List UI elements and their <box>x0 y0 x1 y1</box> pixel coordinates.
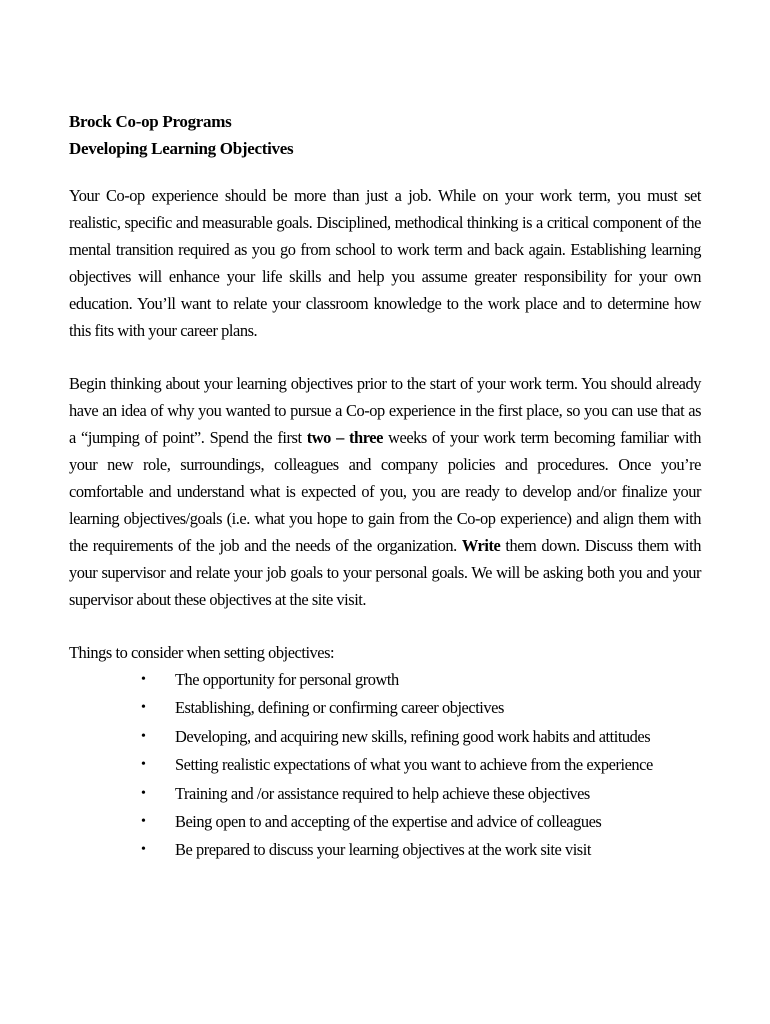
paragraph-planning-part2: weeks of your work term becoming familiar with your new role, surroundings, colleagues and company policies and procedures. Once you’re comfortable and understand what is expected of you, you are ready to develop and/or finalize your learning objectives/goals (i.e. what you hope to gain from the Co-op experience) and align them with the requirements of the job and the needs of the organization. <box>69 428 701 555</box>
list-item <box>69 666 701 694</box>
bullet-icon: • <box>141 814 146 830</box>
spacer <box>69 613 701 639</box>
list-item <box>69 723 701 751</box>
list-item-text: Establishing, defining or confirming career objectives <box>175 698 504 718</box>
list-item-text: Setting realistic expectations of what you want to achieve from the experience <box>175 755 653 775</box>
objectives-list <box>69 666 701 865</box>
spacer <box>69 344 701 370</box>
list-item <box>69 751 701 779</box>
list-item <box>69 836 701 864</box>
list-item <box>69 780 701 808</box>
list-item-text: The opportunity for personal growth <box>175 670 399 689</box>
document-body <box>69 108 701 865</box>
paragraph-planning-bold-write: Write <box>461 536 501 555</box>
list-item <box>69 694 701 722</box>
document-title-line1: Brock Co-op Programs <box>69 112 232 131</box>
list-item-text: Be prepared to discuss your learning objectives at the work site visit <box>175 840 591 860</box>
document-title-line2: Developing Learning Objectives <box>69 139 294 158</box>
list-item-text: Being open to and accepting of the expertise and advice of colleagues <box>175 812 602 832</box>
bullet-icon: • <box>141 785 146 801</box>
bullet-icon: • <box>141 757 146 773</box>
bullet-icon: • <box>141 728 146 744</box>
list-item <box>69 808 701 836</box>
bullet-icon: • <box>141 842 146 858</box>
paragraph-planning-part3: them down. Discuss them with your supervisor and relate your job goals to your personal goals. We will be asking both you and your supervisor about these objectives at the site visit. <box>69 536 701 609</box>
paragraph-planning-part1: Begin thinking about your learning objectives prior to the start of your work term. You should already have an idea of why you wanted to pursue a Co-op experience in the first place, so you can use that as a “jumping of point”. Spend the first <box>69 374 701 447</box>
list-item-text: Developing, and acquiring new skills, refining good work habits and attitudes <box>175 726 651 746</box>
list-item-text: Training and /or assistance required to help achieve these objectives <box>175 783 590 803</box>
bullet-icon: • <box>141 700 146 716</box>
bullet-icon: • <box>141 672 146 687</box>
paragraph-planning <box>69 370 701 613</box>
spacer <box>69 162 701 182</box>
paragraph-intro: Your Co-op experience should be more than just a job. While on your work term, you must set realistic, specific and measurable goals. Disciplined, methodical thinking is a critical component of the mental transition required as you go from school to work term and back again. Establishing learning objectives will enhance your life skills and help you assume greater responsibility for your own education. You’ll want to relate your classroom knowledge to the work place and to determine how this fits with your career plans. <box>69 186 701 340</box>
paragraph-planning-bold-weeks: two – three <box>306 428 383 447</box>
list-intro: Things to consider when setting objectives: <box>69 643 335 662</box>
